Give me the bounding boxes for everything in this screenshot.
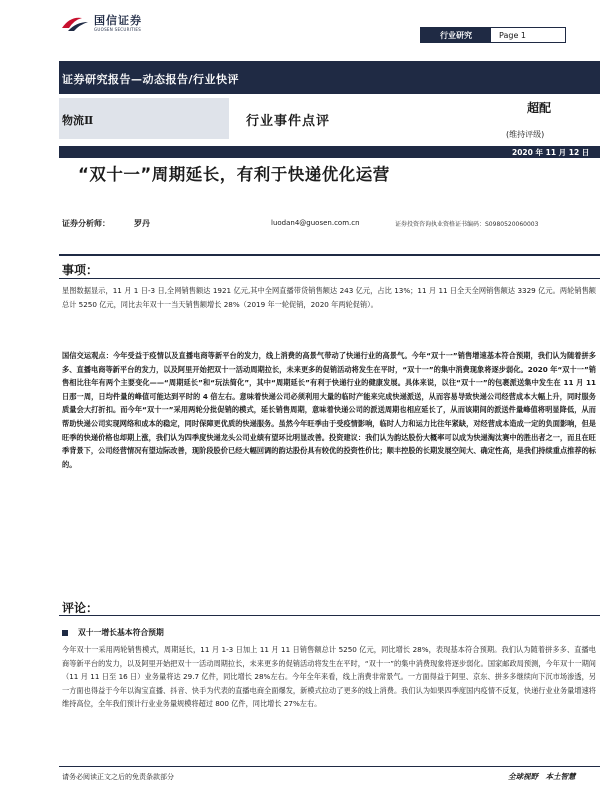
footer-disclaimer: 请务必阅读正文之后的免责条款部分 — [62, 773, 174, 781]
analyst-label: 证券分析师： — [62, 219, 110, 228]
company-logo — [60, 14, 142, 34]
analyst-name: 罗丹 — [134, 219, 150, 228]
comment-paragraph: 今年双十一采用两轮销售模式，周期延长，11 月 1-3 日加上 11 月 11 日销售额总计 5250 亿元，同比增长 28%，表现基本符合预期。我们认为随着拼多多、直播电商等新平台的发力，以及阿里开始把双十一活动周期拉长，未来更多的促销活动将发生在平时，“双十一”的集中消费现象将逐步弱化。国家邮政局预测，今年双十一期间（11 月 11 日至 16 日）业务量将达 29.7 亿件，同比增长 28%左右。今年全年来看，线上消费非常景气。一方面得益于阿里、京东、拼多多继续向下沉市场渗透，另一方面也得益于今年以淘宝直播、抖音、快手为代表的直播电商全面爆发，新模式拉动了更多的线上消费。我们认为如果四季度国内疫情不反复，快递行业业务量增速将维持高位，全年我们预计行业业务量规模将超过 800 亿件，同比增长 27%左右。 — [62, 645, 596, 709]
comment-subheading — [62, 627, 164, 638]
sector-name: 物流Ⅱ — [62, 114, 94, 127]
bullet-square-icon — [62, 630, 68, 636]
rating-label: 超配 — [527, 101, 552, 115]
events-rule — [59, 278, 600, 279]
logo-name-cn: 国信证券 — [94, 14, 142, 27]
analyst-certificate: 证券投资咨询执业资格证书编码：S0980520060003 — [395, 221, 539, 228]
comment-rule — [59, 615, 600, 616]
logo-name-en: GUOSEN SECURITIES — [94, 27, 142, 32]
guosen-view-paragraph: 国信交运观点：今年受益于疫情以及直播电商等新平台的发力，线上消费的高景气带动了快递行业的高景气。今年“双十一”销售增速基本符合预期，我们认为随着拼多多、直播电商等新平台的发力，以及阿里开始把双十一活动周期拉长，未来更多的促销活动将发生在平时，“双十一”的集中消费现象将逐步弱化。2020 年“双十一”销售相比往年有两个主要变化——“周期延长”和“玩法简化”，其中“周期延长”有利于快递行业的健康发展。具体来说，以往“双十一”的包裹派送集中发生在 11 月 11 日那一周，日均件量的峰值可能达到平时的 4 倍左右。意味着快递公司必须利用大量的临时产能来完成快递派送，从而容易导致快递公司经营成本大幅上升，同时服务质量会大打折扣。而今年“双十一”采用两轮分批促销的模式，延长销售周期，意味着快递公司的派送周期也相应延长了，从而该期间的派送件量峰值将明显降低，从而帮助快递公司实现网络和成本的稳定，同时保障更优质的快递服务。虽然今年旺季由于受疫情影响，临时人力和运力比往年紧缺，对经营成本造成一定的负面影响，但是旺季的快递价格也却期上涨，我们认为四季度快递龙头公司业绩有望环比明显改善。投资建议：我们认为韵达股份大概率可以成为快递淘汰赛中的胜出者之一，而且在旺季背景下，公司经营情况有望边际改善，现阶段股价已经大幅回调的韵达股份具有较优的投资性价比；顺丰控股的长期发展空间大、确定性高，是我们持续重点推荐的标的。 — [62, 351, 596, 469]
header-divider — [59, 254, 600, 256]
page-number: Page 1 — [491, 28, 565, 42]
comment-heading: 评论： — [62, 601, 99, 615]
report-date: 2020 年 11 月 12 日 — [512, 148, 590, 157]
report-category: 行业研究 — [421, 28, 491, 42]
analyst-email[interactable]: luodan4@guosen.com.cn — [271, 219, 360, 227]
footer-divider — [59, 766, 600, 767]
events-paragraph: 星图数据显示，11 月 1 日-3 日,全网销售额达 1921 亿元,其中全网直播带货销售额达 243 亿元，占比 13%；11 月 11 日全天全网销售额达 3329 亿元。两轮销售额总计 5250 亿元，同比去年双十一当天销售额增长 28%（2019 年一轮促销，2020 年两轮促销）。 — [62, 286, 596, 309]
event-type-label: 行业事件点评 — [246, 114, 331, 129]
footer-slogan: 全球视野 本土智慧 — [508, 772, 576, 781]
comment-subheading-text: 双十一增长基本符合预期 — [78, 628, 164, 637]
rating-note: (维持评级) — [506, 130, 545, 139]
logo-mark-icon — [60, 14, 90, 34]
report-type-text: 证券研究报告—动态报告/行业快评 — [62, 73, 240, 86]
events-heading: 事项： — [62, 263, 99, 277]
report-tag-box — [420, 27, 566, 43]
report-title: “双十一”周期延长，有利于快递优化运营 — [78, 165, 390, 184]
